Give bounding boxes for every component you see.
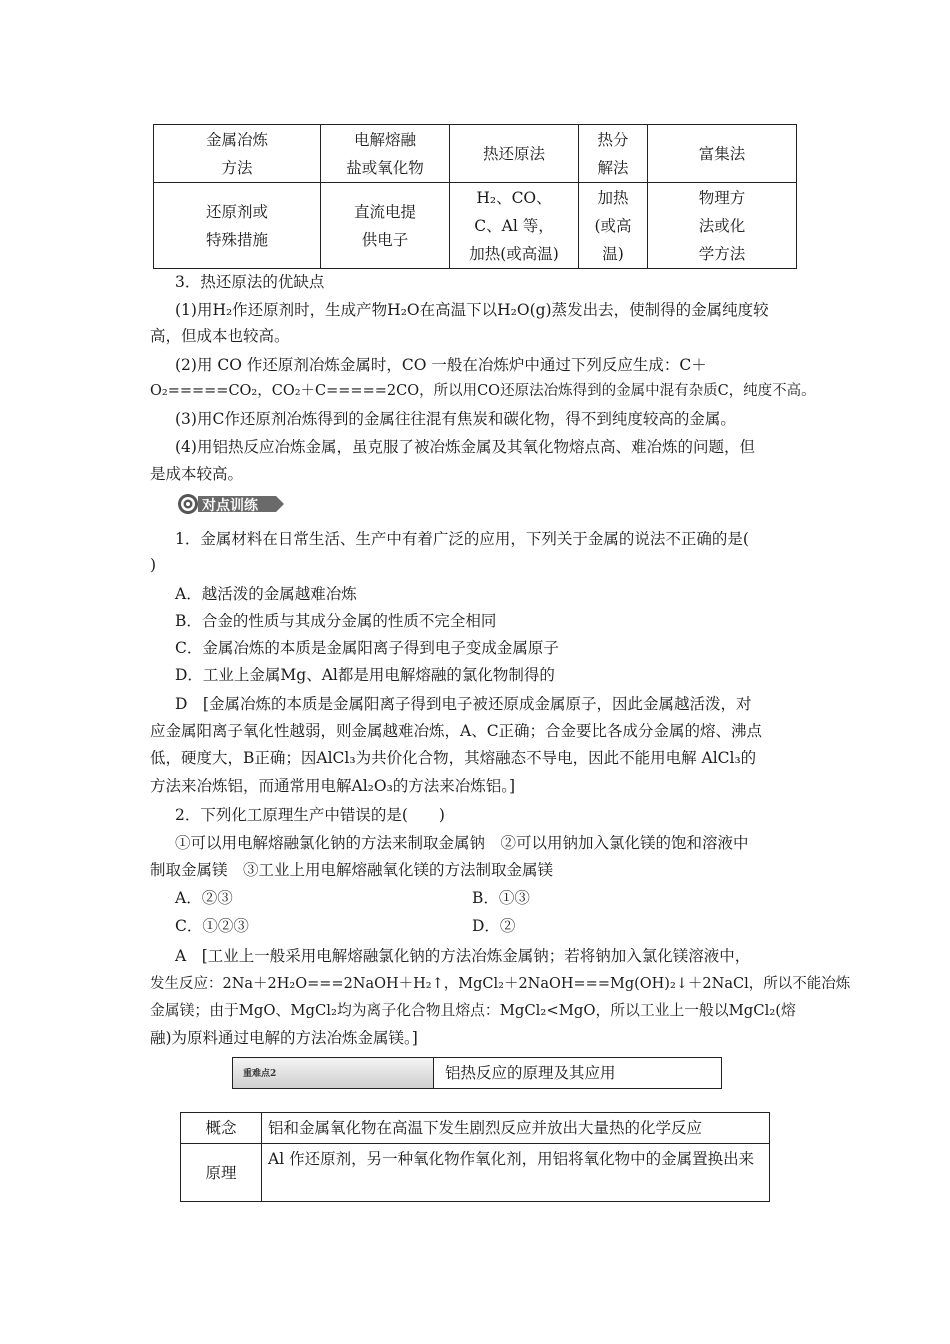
table-cell: 原理 xyxy=(181,1144,262,1202)
question-stem: ) xyxy=(150,556,157,574)
table-cell: 热分 解法 xyxy=(579,125,648,183)
question-items: 制取金属镁 ③工业上用电解熔融氧化镁的方法制取金属镁 xyxy=(150,861,554,879)
key-point-title: 铝热反应的原理及其应用 xyxy=(445,1064,616,1082)
section-heading: 3．热还原法的优缺点 xyxy=(175,273,325,291)
paragraph-line: 高，但成本也较高。 xyxy=(150,327,290,345)
answer-line: D [金属冶炼的本质是金属阳离子得到电子被还原成金属原子，因此金属越活泼，对 xyxy=(175,695,752,713)
thermite-table xyxy=(180,1112,770,1202)
paragraph-line: 是成本较高。 xyxy=(150,465,244,483)
answer-line: A [工业上一般采用电解熔融氯化钠的方法冶炼金属钠；若将钠加入氯化镁溶液中， xyxy=(175,947,751,965)
table-cell: H₂、CO、 C、Al 等， 加热(或高温) xyxy=(450,183,579,269)
option-a: A．越活泼的金属越难冶炼 xyxy=(175,585,357,603)
key-point-tag-label: 重难点2 xyxy=(243,1069,277,1079)
option-d: D．② xyxy=(472,917,516,935)
table-cell: 物理方 法或化 学方法 xyxy=(648,183,797,269)
question-items: ①可以用电解熔融氯化钠的方法来制取金属钠 ②可以用钠加入氯化镁的饱和溶液中 xyxy=(175,834,749,852)
option-c: C．①②③ xyxy=(175,917,249,935)
badge-label: 对点训练 xyxy=(202,498,258,514)
option-b: B．合金的性质与其成分金属的性质不完全相同 xyxy=(175,612,497,630)
table-cell: 直流电提 供电子 xyxy=(321,183,450,269)
option-b: B．①③ xyxy=(472,889,530,907)
paragraph-line: (1)用H₂作还原剂时，生成产物H₂O在高温下以H₂O(g)蒸发出去，使制得的金属纯度较 xyxy=(175,301,769,319)
option-c: C．金属冶炼的本质是金属阳离子得到电子变成金属原子 xyxy=(175,639,559,657)
table-cell: 电解熔融 盐或氧化物 xyxy=(321,125,450,183)
table-cell: 热还原法 xyxy=(450,125,579,183)
table-cell: 铝和金属氧化物在高温下发生剧烈反应并放出大量热的化学反应 xyxy=(262,1113,770,1144)
paragraph-line: O₂=====CO₂，CO₂＋C=====2CO，所以用CO还原法冶炼得到的金属中混有杂质C，纯度不高。 xyxy=(150,383,816,399)
question-stem: 1．金属材料在日常生活、生产中有着广泛的应用，下列关于金属的说法不正确的是( xyxy=(175,530,749,548)
answer-line: 发生反应：2Na＋2H₂O===2NaOH＋H₂↑，MgCl₂＋2NaOH===Mg(OH)₂↓＋2NaCl，所以不能冶炼 xyxy=(150,976,851,992)
key-point-header xyxy=(232,1057,722,1089)
answer-line: 金属镁；由于MgO、MgCl₂均为离子化合物且熔点：MgCl₂<MgO，所以工业上一般以MgCl₂(熔 xyxy=(150,1002,796,1019)
table-cell: 富集法 xyxy=(648,125,797,183)
key-point-tag xyxy=(233,1058,434,1088)
paragraph-line: (2)用 CO 作还原剂冶炼金属时，CO 一般在冶炼炉中通过下列反应生成：C＋ xyxy=(175,356,707,374)
paragraph-line: (3)用C作还原剂冶炼得到的金属往往混有焦炭和碳化物，得不到纯度较高的金属。 xyxy=(175,410,736,428)
option-d: D．工业上金属Mg、Al都是用电解熔融的氯化物制得的 xyxy=(175,666,555,684)
paragraph-line: (4)用铝热反应冶炼金属，虽克服了被冶炼金属及其氧化物熔点高、难冶炼的问题，但 xyxy=(175,438,755,456)
answer-line: 低，硬度大，B正确；因AlCl₃为共价化合物，其熔融态不导电，因此不能用电解 AlCl₃的 xyxy=(150,749,757,767)
option-a: A．②③ xyxy=(175,889,233,907)
table-cell: Al 作还原剂，另一种氧化物作氧化剂，用铝将氧化物中的金属置换出来 xyxy=(262,1144,770,1202)
table-cell: 概念 xyxy=(181,1113,262,1144)
answer-line: 方法来冶炼铝，而通常用电解Al₂O₃的方法来冶炼铝。] xyxy=(150,777,516,795)
question-stem: 2．下列化工原理生产中错误的是( ) xyxy=(175,806,445,824)
smelting-methods-table xyxy=(153,124,797,269)
answer-line: 应金属阳离子氧化性越弱，则金属越难冶炼，A、C正确；合金要比各成分金属的熔、沸点 xyxy=(150,722,763,740)
table-cell: 金属冶炼 方法 xyxy=(154,125,321,183)
table-cell: 还原剂或 特殊措施 xyxy=(154,183,321,269)
table-cell: 加热 (或高 温) xyxy=(579,183,648,269)
practice-badge xyxy=(176,492,286,516)
answer-line: 融)为原料通过电解的方法冶炼金属镁。] xyxy=(150,1029,418,1047)
